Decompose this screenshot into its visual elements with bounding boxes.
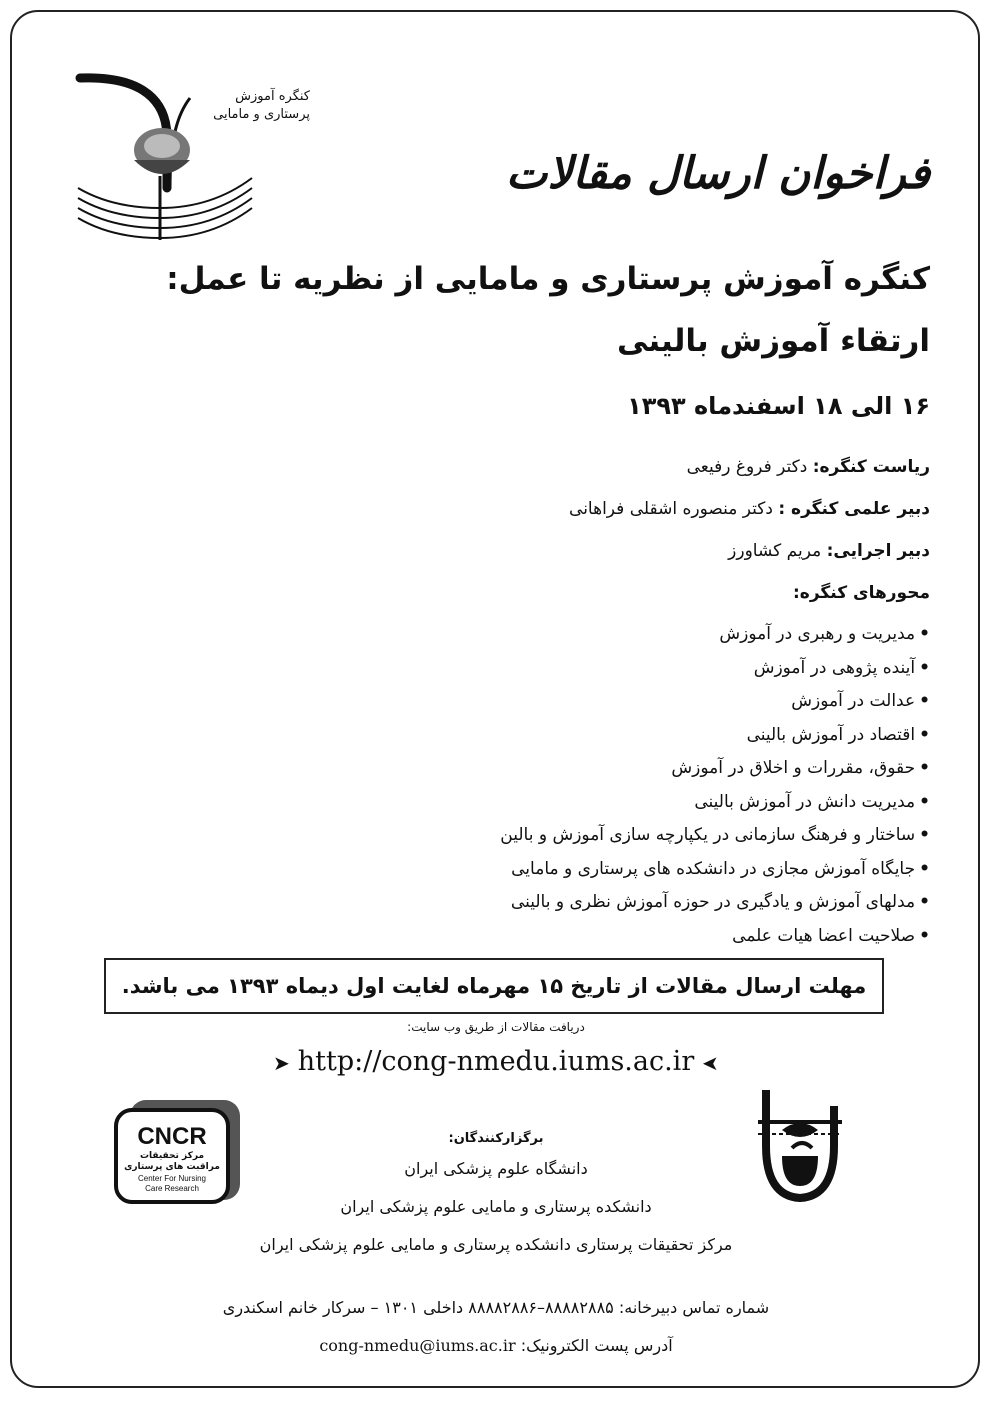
organizer-item: مرکز تحقیقات پرستاری دانشکده پرستاری و مامایی علوم پزشکی ایران: [259, 1235, 733, 1254]
arrow-left-icon: ➤: [702, 1051, 719, 1075]
organizer-item: دانشکده پرستاری و مامایی علوم پزشکی ایران: [340, 1197, 652, 1216]
arrow-right-icon: ➤: [272, 1051, 290, 1075]
website-link[interactable]: http://cong-nmedu.iums.ac.ir: [297, 1046, 695, 1077]
cncr-fa-line2: مراقبت های پرستاری: [124, 1162, 220, 1172]
organizer-item: دانشگاه علوم پزشکی ایران: [404, 1159, 588, 1178]
bullet-icon: •: [919, 892, 930, 912]
scientific-secretary-label: دبیر علمی کنگره :: [778, 499, 930, 519]
congress-title-line2: ارتقاء آموزش بالینی: [617, 323, 930, 359]
email-label: آدرس پست الکترونیک:: [520, 1336, 673, 1355]
list-item: •ساختار و فرهنگ سازمانی در یکپارچه سازی آموزش و بالین: [500, 825, 930, 845]
list-item: •آینده پژوهی در آموزش: [753, 657, 930, 678]
call-for-papers-title: فراخوان ارسال مقالات: [505, 148, 930, 199]
bullet-icon: •: [919, 858, 930, 879]
chair-value: دکتر فروغ رفیعی: [686, 457, 808, 477]
list-item: •صلاحیت اعضا هیات علمی: [732, 925, 930, 946]
deadline-box: مهلت ارسال مقالات از تاریخ ۱۵ مهرماه لغایت اول دیماه ۱۳۹۳ می باشد.: [104, 958, 884, 1014]
logo-caption: [180, 88, 310, 124]
topics-heading-line: [70, 578, 930, 608]
chair-line: [70, 452, 930, 482]
congress-date: ۱۶ الی ۱۸ اسفندماه ۱۳۹۳: [627, 392, 930, 420]
list-item: •عدالت در آموزش: [791, 691, 930, 711]
bullet-icon: •: [919, 657, 930, 678]
email-line: [0, 1336, 992, 1355]
chair-label: ریاست کنگره:: [812, 457, 930, 477]
executive-secretary-line: [70, 536, 930, 566]
cncr-acronym: CNCR: [137, 1123, 207, 1150]
cncr-logo-icon: [110, 1096, 245, 1206]
website-row: [0, 1046, 992, 1077]
bullet-icon: •: [919, 791, 930, 812]
cncr-en-line1: Center For Nursing: [137, 1174, 207, 1183]
email-link[interactable]: cong-nmedu@iums.ac.ir: [319, 1336, 516, 1355]
submission-note: دریافت مقالات از طریق وب سایت:: [407, 1020, 585, 1034]
scientific-secretary-line: [70, 494, 930, 524]
contact-line: شماره تماس دبیرخانه: ۸۸۸۸۲۸۸۵–۸۸۸۸۲۸۸۶ داخلی ۱۳۰۱ – سرکار خانم اسکندری: [222, 1298, 770, 1317]
topics-list: [70, 618, 930, 953]
list-item: •حقوق، مقررات و اخلاق در آموزش: [671, 758, 930, 778]
logo-caption-line1: کنگره آموزش: [235, 89, 310, 104]
executive-secretary-label: دبیر اجرایی:: [826, 541, 930, 561]
list-item: •مدیریت دانش در آموزش بالینی: [694, 791, 930, 812]
bullet-icon: •: [919, 691, 930, 711]
list-item: •اقتصاد در آموزش بالینی: [746, 724, 930, 745]
list-item: •جایگاه آموزش مجازی در دانشکده های پرستاری و مامایی: [511, 858, 930, 879]
cncr-en-line2: Care Research: [145, 1184, 199, 1193]
bullet-icon: •: [919, 925, 930, 946]
list-item: •مدلهای آموزش و یادگیری در حوزه آموزش نظری و بالینی: [510, 892, 930, 912]
executive-secretary-value: مریم کشاورز: [728, 541, 822, 561]
bullet-icon: •: [919, 624, 930, 644]
list-item: •مدیریت و رهبری در آموزش: [719, 624, 930, 644]
congress-title: [50, 248, 930, 372]
organizers-heading: برگزارکنندگان:: [448, 1131, 544, 1146]
scientific-secretary-value: دکتر منصوره اشقلی فراهانی: [569, 499, 773, 519]
cncr-fa-line1: مرکز تحقیقات: [139, 1151, 205, 1161]
congress-title-line1: کنگره آموزش پرستاری و مامایی از نظریه تا عمل:: [166, 261, 930, 297]
logo-caption-line2: پرستاری و مامایی: [213, 107, 310, 122]
bullet-icon: •: [919, 758, 930, 778]
bullet-icon: •: [919, 825, 930, 845]
topics-heading: محورهای کنگره:: [792, 583, 930, 603]
bullet-icon: •: [919, 724, 930, 745]
